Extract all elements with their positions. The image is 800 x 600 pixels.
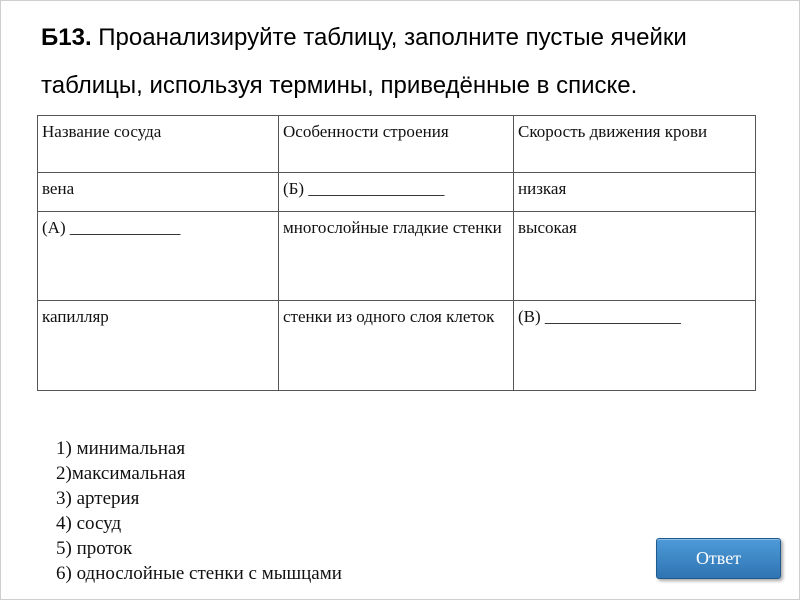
blank-cell-v: (В) ________________	[514, 301, 756, 391]
blank-cell-a: (А) _____________	[38, 212, 279, 301]
blank-cell-b: (Б) ________________	[279, 173, 514, 212]
table-cell: многослойные гладкие стенки	[279, 212, 514, 301]
task-title	[41, 14, 771, 110]
table-cell: вена	[38, 173, 279, 212]
header-blood-speed: Скорость движения крови	[514, 116, 756, 173]
task-text: Проанализируйте таблицу, заполните пустые ячейки таблицы, используя термины, приведённые в списке.	[41, 24, 687, 99]
answer-button[interactable]: Ответ	[656, 538, 781, 579]
table-header-row	[38, 116, 756, 173]
header-vessel-name: Название сосуда	[38, 116, 279, 173]
task-table	[37, 115, 756, 391]
list-item: 4) сосуд	[56, 513, 122, 534]
header-structure: Особенности строения	[279, 116, 514, 173]
table-row	[38, 173, 756, 212]
table-row	[38, 301, 756, 391]
table-row	[38, 212, 756, 301]
table-cell: капилляр	[38, 301, 279, 391]
list-item: 6) однослойные стенки с мышцами	[56, 563, 342, 584]
list-item: 1) минимальная	[56, 438, 186, 459]
list-item: 5) проток	[56, 538, 133, 559]
task-number: Б13.	[41, 24, 92, 51]
table-cell: низкая	[514, 173, 756, 212]
terms-list	[56, 436, 342, 586]
list-item: 2)максимальная	[56, 463, 186, 484]
table-cell: высокая	[514, 212, 756, 301]
list-item: 3) артерия	[56, 488, 140, 509]
table-cell: стенки из одного слоя клеток	[279, 301, 514, 391]
